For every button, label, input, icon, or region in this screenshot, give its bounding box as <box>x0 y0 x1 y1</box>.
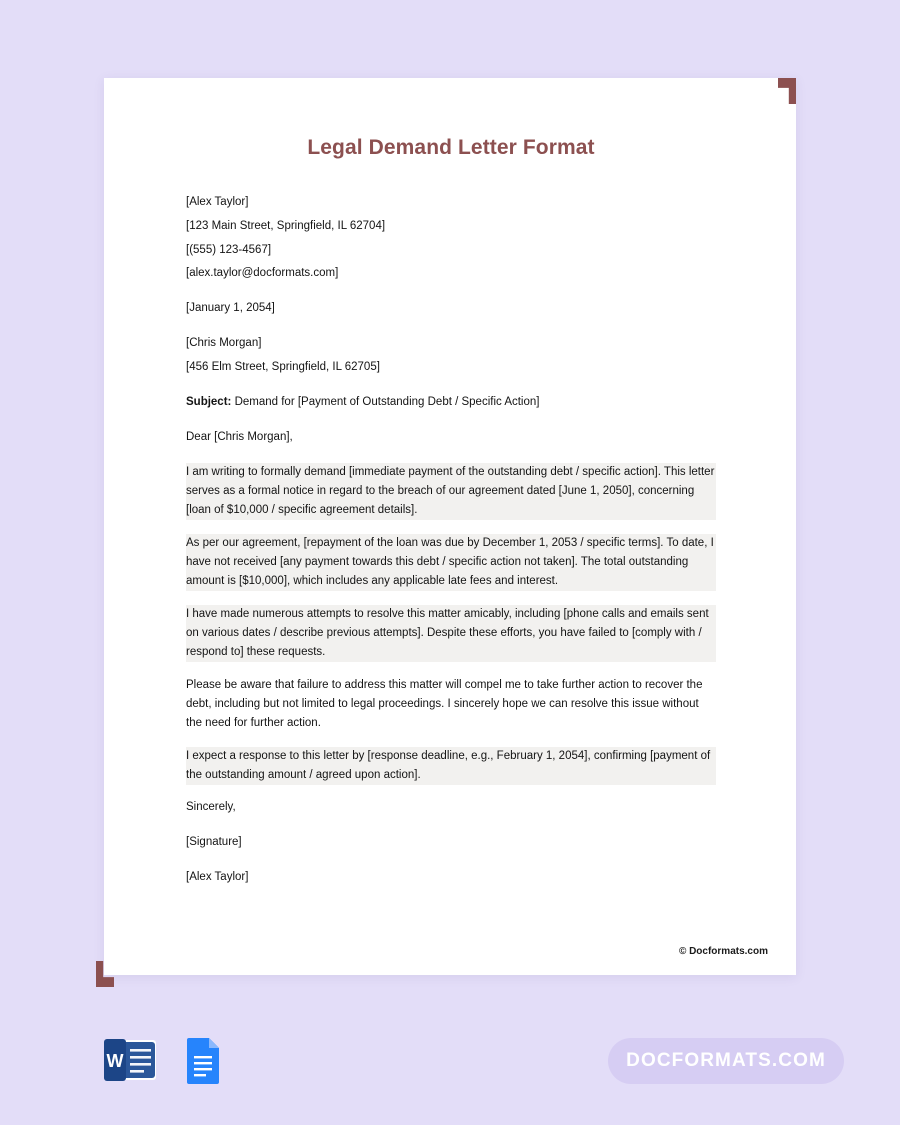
watermark-label: DOCFORMATS.COM <box>626 1050 826 1071</box>
subject-text: Demand for [Payment of Outstanding Debt / Specific Action] <box>231 395 540 408</box>
closing: Sincerely, <box>186 800 236 813</box>
download-format-icons <box>98 1028 234 1091</box>
document-content <box>186 136 716 895</box>
page-title: Legal Demand Letter Format <box>307 136 595 159</box>
recipient-address: [456 Elm Street, Springfield, IL 62705] <box>186 360 380 373</box>
recipient-name: [Chris Morgan] <box>186 337 262 350</box>
signature-placeholder: [Signature] <box>186 835 242 848</box>
document-page <box>104 78 796 975</box>
document-footer: © Docformats.com <box>678 946 768 957</box>
corner-decoration-bottom-left <box>96 961 114 987</box>
sender-address: [123 Main Street, Springfield, IL 62704] <box>186 219 386 232</box>
google-docs-icon[interactable] <box>171 1028 234 1091</box>
spacer <box>186 826 716 834</box>
svg-text:W: W <box>106 1050 123 1071</box>
spacer <box>186 292 716 300</box>
sender-email: [alex.taylor@docformats.com] <box>186 267 339 280</box>
body-paragraph-1: I am writing to formally demand [immediate payment of the outstanding debt / specific action]. This letter serves as a formal notice in regard to the breach of our agreement dated [June 1, 2050], concerning [loan of $10,000 / specific agreement details]. <box>186 463 716 520</box>
word-document-icon[interactable] <box>98 1028 161 1091</box>
body-paragraph-4: Please be aware that failure to address this matter will compel me to take further action to recover the debt, including but not limited to legal proceedings. I sincerely hope we can resolve this issue without the need for further action. <box>186 679 703 729</box>
salutation: Dear [Chris Morgan], <box>186 430 293 443</box>
subject-label: Subject: <box>186 395 232 408</box>
sender-phone: [(555) 123-4567] <box>186 243 272 256</box>
watermark-badge <box>608 1038 844 1084</box>
corner-decoration-top-right <box>778 78 796 104</box>
subject-line <box>186 394 716 412</box>
body-paragraph-3: I have made numerous attempts to resolve this matter amicably, including [phone calls and emails sent on various dates / describe previous attempts]. Despite these efforts, you have failed to [comply with / respond to] these requests. <box>186 605 716 662</box>
spacer <box>186 327 716 335</box>
body-paragraph-2: As per our agreement, [repayment of the loan was due by December 1, 2053 / specific terms]. To date, I have not received [any payment towards this debt / specific action not taken]. The total outstanding amount is [$10,000], which includes any applicable late fees and interest. <box>186 534 716 591</box>
spacer <box>186 386 716 394</box>
letter-date: [January 1, 2054] <box>186 302 275 315</box>
sender-name: [Alex Taylor] <box>186 196 249 208</box>
spacer <box>186 421 716 429</box>
spacer <box>186 455 716 463</box>
body-paragraph-5: I expect a response to this letter by [response deadline, e.g., February 1, 2054], confirming [payment of the outstanding amount / agreed upon action]. <box>186 747 716 785</box>
signer-name: [Alex Taylor] <box>186 870 249 883</box>
spacer <box>186 861 716 869</box>
